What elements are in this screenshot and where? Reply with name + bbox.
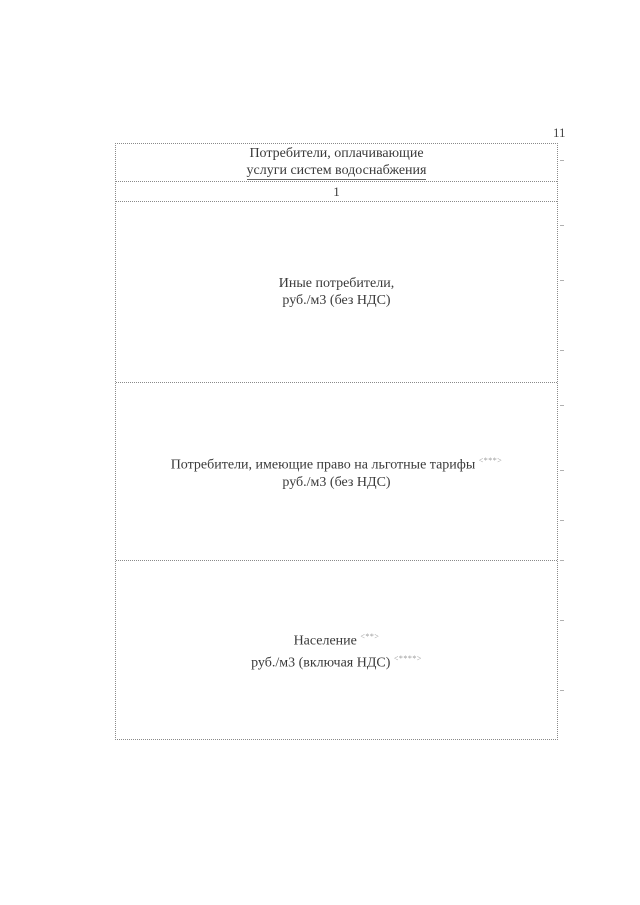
edge-mark — [560, 690, 564, 691]
row-3-line-2: руб./м3 (включая НДС) — [251, 655, 391, 671]
column-number: 1 — [333, 184, 340, 199]
edge-mark — [560, 350, 564, 351]
edge-mark — [560, 520, 564, 521]
row-3-line-1-wrap — [294, 628, 380, 650]
edge-mark — [560, 620, 564, 621]
header-line-1: Потребители, оплачивающие — [249, 146, 424, 161]
row-3-line-2-wrap — [251, 650, 422, 672]
row-2-footnote-mark: <***> — [478, 456, 503, 466]
row-2-line-1-wrap — [171, 452, 503, 474]
column-number-cell — [116, 182, 557, 202]
row-3-footnote-mark-2: <****> — [393, 654, 422, 663]
cut-edge-marks — [560, 150, 568, 730]
row-3-footnote-mark-1: <**> — [360, 632, 380, 642]
edge-mark — [560, 405, 564, 406]
edge-mark — [560, 160, 564, 161]
table-row-other-consumers — [116, 202, 557, 383]
table-row-population — [116, 561, 557, 739]
table-header-cell — [116, 144, 557, 182]
edge-mark — [560, 470, 564, 471]
header-line-2: услуги систем водоснабжения — [246, 163, 427, 178]
edge-mark — [560, 560, 564, 561]
row-2-line-2: руб./м3 (без НДС) — [282, 474, 391, 490]
row-1-line-1: Иные потребители, — [278, 276, 395, 291]
edge-mark — [560, 280, 564, 281]
row-3-line-1: Население — [293, 634, 357, 649]
row-2-line-1: Потребители, имеющие право на льготные тарифы — [170, 457, 476, 473]
edge-mark — [560, 225, 564, 226]
page-number: 11 — [553, 125, 566, 140]
tariff-table — [115, 143, 558, 740]
table-row-preferential-consumers — [116, 383, 557, 561]
row-1-line-2: руб./м3 (без НДС) — [282, 293, 391, 308]
